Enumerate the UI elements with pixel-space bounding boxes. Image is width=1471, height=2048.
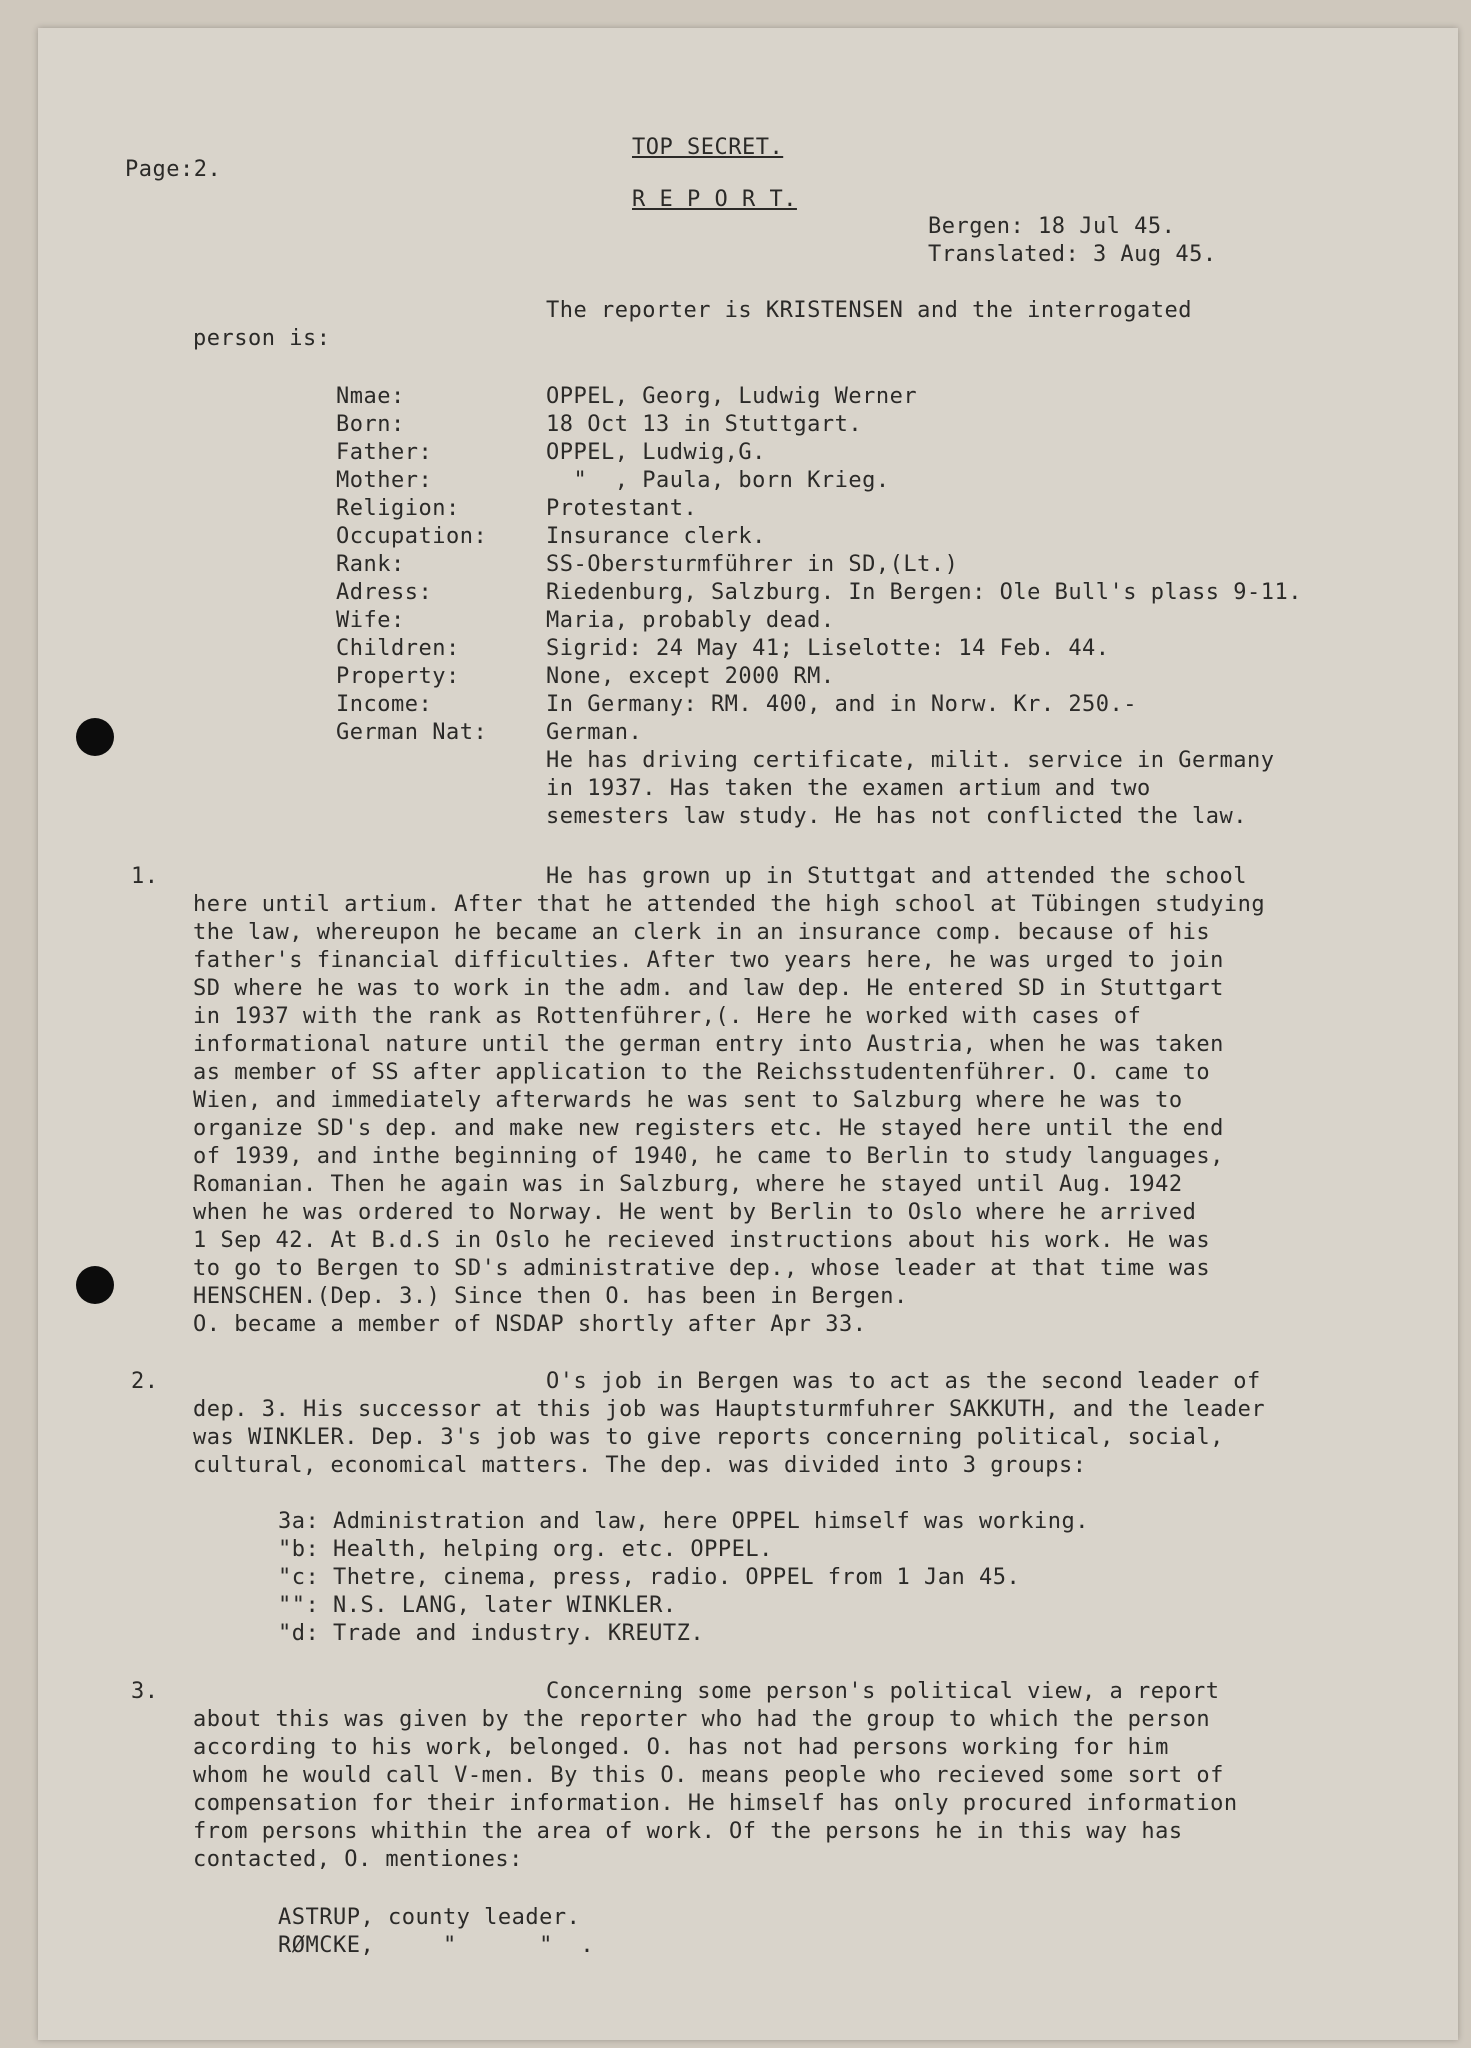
paragraph-line: about this was given by the reporter who had the group to which the person [193,1707,1211,1732]
label-father: Father: [336,440,433,465]
page-number: Page:2. [125,157,222,182]
value-wife: Maria, probably dead. [546,608,835,633]
value-rank: SS-Obersturmführer in SD,(Lt.) [546,552,959,577]
paragraph-line: 1 Sep 42. At B.d.S in Oslo he recieved instructions about his work. He was [193,1228,1211,1253]
paragraph-line: Romanian. Then he again was in Salzburg, where he stayed until Aug. 1942 [193,1172,1183,1197]
paragraph-line: the law, whereupon he became an clerk in an insurance comp. because of his [193,920,1211,945]
label-children: Children: [336,636,460,661]
paragraph-line: Concerning some person's political view, a report [546,1679,1220,1704]
personal-note-line: in 1937. Has taken the examen artium and two [546,776,1151,801]
intro-line-2: person is: [193,326,331,351]
personal-note-line: semesters law study. He has not conflicted the law. [546,804,1248,829]
paragraph-line: O's job in Bergen was to act as the second leader of [546,1369,1261,1394]
paragraph-line: dep. 3. His successor at this job was Hauptsturmfuhrer SAKKUTH, and the leader [193,1397,1266,1422]
value-religion: Protestant. [546,496,698,521]
value-occupation: Insurance clerk. [546,524,766,549]
punch-hole-bottom [76,1266,114,1304]
label-nationality: German Nat: [336,720,488,745]
label-rank: Rank: [336,552,405,577]
value-income: In Germany: RM. 400, and in Norw. Kr. 250.- [546,692,1138,717]
punch-hole-top [76,718,114,756]
paragraph-line: according to his work, belonged. O. has not had persons working for him [193,1735,1169,1760]
label-mother: Mother: [336,468,433,493]
group-line: "": N.S. LANG, later WINKLER. [278,1593,677,1618]
paragraph-line: here until artium. After that he attended the high school at Tübingen studying [193,892,1266,917]
section-number: 1. [131,864,159,889]
contact-line: ASTRUP, county leader. [278,1905,581,1930]
contact-line: RØMCKE, " " . [278,1933,595,1958]
paragraph-line: He has grown up in Stuttgat and attended the school [546,864,1248,889]
personal-note-line: He has driving certificate, milit. service in Germany [546,748,1275,773]
report-date: Bergen: 18 Jul 45. [928,214,1176,239]
group-line: 3a: Administration and law, here OPPEL himself was working. [278,1509,1089,1534]
paragraph-line: organize SD's dep. and make new registers etc. He stayed here until the end [193,1116,1224,1141]
section-number: 2. [131,1369,159,1394]
label-religion: Religion: [336,496,460,521]
paragraph-line: as member of SS after application to the Reichsstudentenführer. O. came to [193,1060,1211,1085]
paragraph-line: HENSCHEN.(Dep. 3.) Since then O. has been in Bergen. [193,1284,908,1309]
translated-date: Translated: 3 Aug 45. [928,242,1217,267]
report-title: R E P O R T. [632,187,797,212]
value-father: OPPEL, Ludwig,G. [546,440,766,465]
label-property: Property: [336,664,460,689]
paragraph-line: was WINKLER. Dep. 3's job was to give reports concerning political, social, [193,1425,1224,1450]
section-number: 3. [131,1679,159,1704]
group-line: "c: Thetre, cinema, press, radio. OPPEL from 1 Jan 45. [278,1565,1021,1590]
intro-line-1: The reporter is KRISTENSEN and the interrogated [546,298,1193,323]
document-page [38,28,1458,2040]
classification: TOP SECRET. [632,135,784,160]
label-occupation: Occupation: [336,524,488,549]
paragraph-line: in 1937 with the rank as Rottenführer,(. Here he worked with cases of [193,1004,1142,1029]
value-property: None, except 2000 RM. [546,664,835,689]
paragraph-line: to go to Bergen to SD's administrative dep., whose leader at that time was [193,1256,1211,1281]
value-address: Riedenburg, Salzburg. In Bergen: Ole Bull's plass 9-11. [546,580,1302,605]
label-income: Income: [336,692,433,717]
label-born: Born: [336,412,405,437]
paragraph-line: O. became a member of NSDAP shortly after Apr 33. [193,1312,867,1337]
paragraph-line: father's financial difficulties. After two years here, he was urged to join [193,948,1224,973]
paragraph-line: Wien, and immediately afterwards he was sent to Salzburg where he was to [193,1088,1183,1113]
value-name: OPPEL, Georg, Ludwig Werner [546,384,918,409]
paragraph-line: compensation for their information. He himself has only procured information [193,1791,1238,1816]
paragraph-line: whom he would call V-men. By this O. means people who recieved some sort of [193,1763,1224,1788]
value-born: 18 Oct 13 in Stuttgart. [546,412,863,437]
paragraph-line: when he was ordered to Norway. He went by Berlin to Oslo where he arrived [193,1200,1197,1225]
paragraph-line: of 1939, and inthe beginning of 1940, he came to Berlin to study languages, [193,1144,1224,1169]
value-children: Sigrid: 24 May 41; Liselotte: 14 Feb. 44. [546,636,1110,661]
paragraph-line: informational nature until the german entry into Austria, when he was taken [193,1032,1224,1057]
group-line: "b: Health, helping org. etc. OPPEL. [278,1537,773,1562]
label-wife: Wife: [336,608,405,633]
value-mother: " , Paula, born Krieg. [546,468,890,493]
value-nationality: German. [546,720,643,745]
group-line: "d: Trade and industry. KREUTZ. [278,1621,705,1646]
paragraph-line: contacted, O. mentiones: [193,1847,523,1872]
paragraph-line: SD where he was to work in the adm. and law dep. He entered SD in Stuttgart [193,976,1224,1001]
label-address: Adress: [336,580,433,605]
paragraph-line: cultural, economical matters. The dep. was divided into 3 groups: [193,1453,1087,1478]
label-name: Nmae: [336,384,405,409]
paragraph-line: from persons whithin the area of work. Of the persons he in this way has [193,1819,1183,1844]
